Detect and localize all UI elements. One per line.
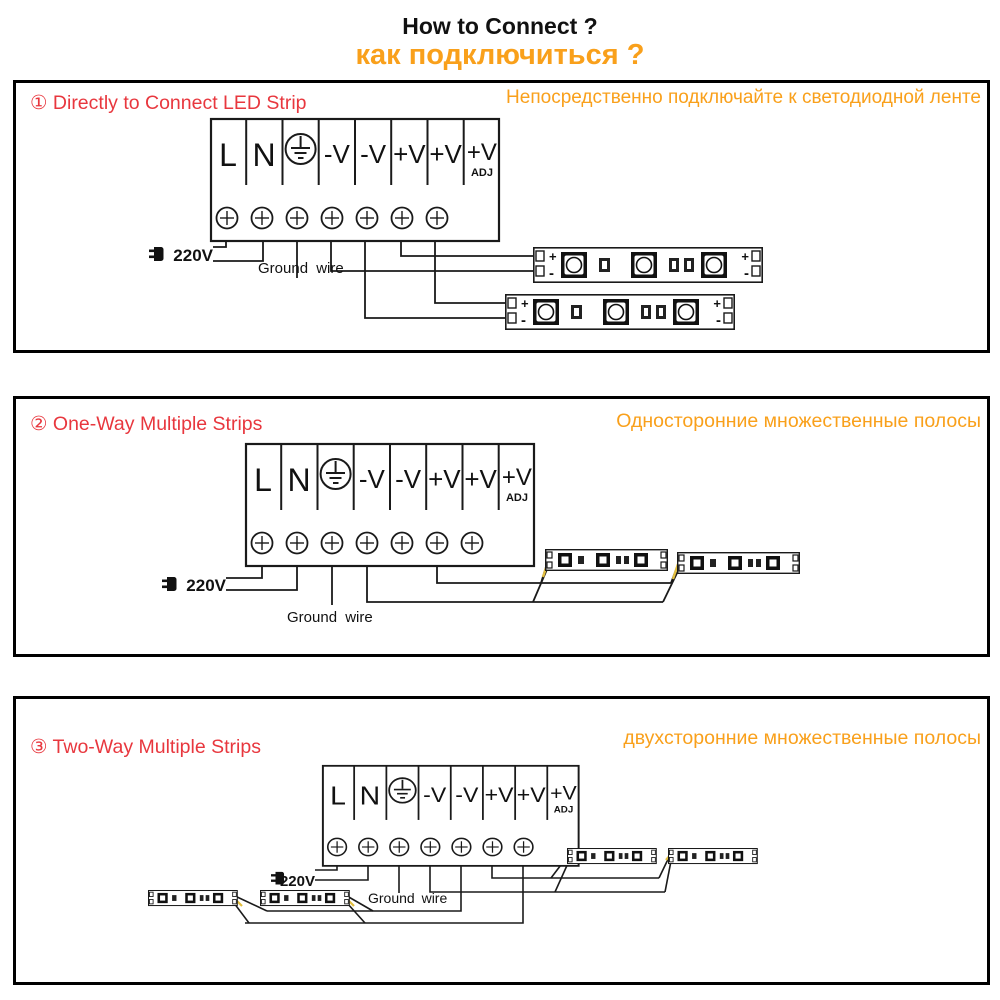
led-strip-right-1	[568, 849, 657, 864]
section3-title-en: ③ Two-Way Multiple Strips	[30, 736, 261, 758]
connector-strip2-minus	[663, 569, 679, 602]
psu-terminal-block	[211, 119, 499, 241]
psu-terminal-block	[323, 766, 579, 866]
led-strip-left-1	[149, 891, 238, 906]
led-strip-1	[546, 550, 668, 571]
page-title-ru: как подключиться ?	[355, 39, 645, 72]
section1-diagram	[13, 80, 990, 353]
led-strip-1	[534, 248, 762, 282]
mains-plug-icon	[149, 247, 164, 261]
led-strip-2	[678, 553, 800, 574]
ground-wire-label: Ground wire	[258, 260, 344, 277]
wire-strip2-minus	[365, 229, 508, 318]
led-strip-right-2	[669, 849, 758, 864]
section2-title-en: ② One-Way Multiple Strips	[30, 413, 263, 435]
section2-diagram	[13, 396, 990, 657]
ground-wire-label: Ground wire	[287, 609, 373, 626]
section-two-way-multiple	[13, 696, 990, 985]
section1-title-ru: Непосредственно подключайте к светодиодной ленте	[506, 87, 981, 108]
section1-title-en: ① Directly to Connect LED Strip	[30, 92, 307, 114]
psu-terminal-block	[246, 444, 534, 566]
mains-voltage-label: 220V	[186, 576, 226, 595]
mains-voltage-label: 220V	[279, 873, 315, 890]
section-direct-connect	[13, 80, 990, 353]
page-title-en: How to Connect ?	[402, 13, 598, 39]
mains-plug-icon	[162, 577, 177, 591]
section3-diagram	[13, 696, 990, 985]
section-one-way-multiple	[13, 396, 990, 657]
page-title-block	[0, 14, 1000, 71]
section2-title-ru: Односторонние множественные полосы	[616, 410, 981, 432]
led-strip-2	[506, 295, 734, 329]
ground-wire-label: Ground wire	[368, 890, 448, 906]
led-strip-left-2	[261, 891, 350, 906]
connector-stripD-minus	[665, 861, 671, 892]
section3-title-ru: двухсторонние множественные полосы	[623, 727, 981, 749]
mains-voltage-label: 220V	[173, 246, 213, 265]
